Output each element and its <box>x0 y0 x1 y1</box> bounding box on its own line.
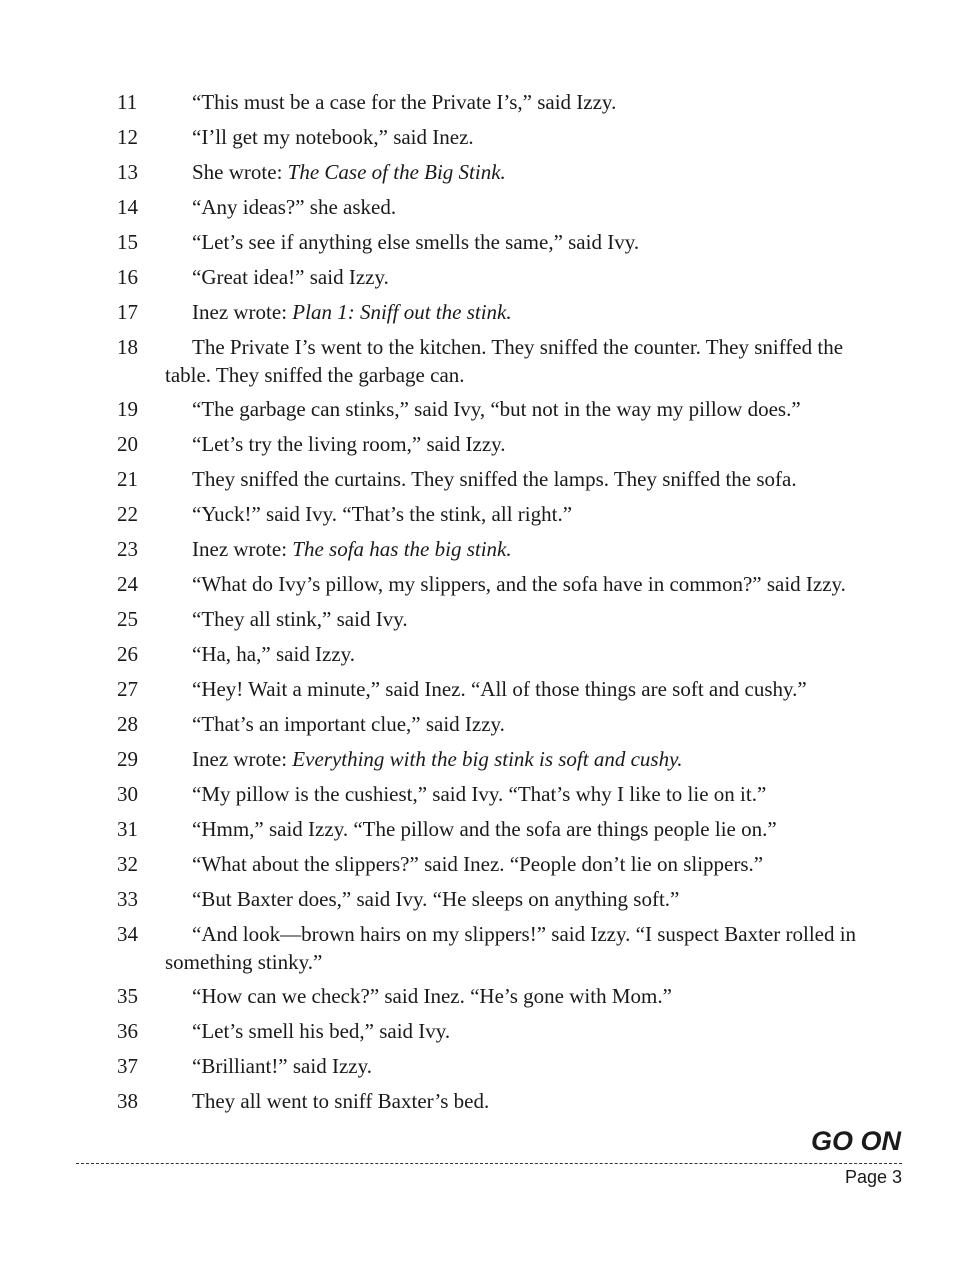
line-text <box>165 263 887 291</box>
line-text-segment: “What do Ivy’s pillow, my slippers, and the sofa have in common?” said Izzy. <box>192 572 846 596</box>
line-text <box>165 395 887 423</box>
line-text <box>165 193 887 221</box>
line-text-segment: “Yuck!” said Ivy. “That’s the stink, all right.” <box>192 502 573 526</box>
line-text <box>165 535 887 563</box>
line-text <box>165 500 887 528</box>
line-text-segment: “Ha, ha,” said Izzy. <box>192 642 356 666</box>
line-number: 20 <box>117 432 138 456</box>
line-text <box>165 605 887 633</box>
line-number: 37 <box>117 1054 138 1078</box>
line-text-segment: She wrote: <box>192 160 288 184</box>
passage-line <box>0 640 979 668</box>
line-text-segment: “Let’s try the living room,” said Izzy. <box>192 432 506 456</box>
passage-line <box>0 500 979 528</box>
line-text-segment: “They all stink,” said Ivy. <box>192 607 408 631</box>
line-text <box>165 745 887 773</box>
line-number: 17 <box>117 300 138 324</box>
line-text <box>165 88 887 116</box>
line-text <box>165 123 887 151</box>
line-text-segment: “What about the slippers?” said Inez. “People don’t lie on slippers.” <box>192 852 764 876</box>
passage-line <box>0 815 979 843</box>
line-text <box>165 1087 887 1115</box>
line-text-segment: “That’s an important clue,” said Izzy. <box>192 712 505 736</box>
line-text-segment: “I’ll get my notebook,” said Inez. <box>192 125 474 149</box>
passage-line <box>0 88 979 116</box>
line-text-segment: “And look—brown hairs on my slippers!” said Izzy. “I suspect Baxter rolled in something stinky.” <box>165 922 857 974</box>
story-passage <box>0 88 979 1122</box>
passage-line <box>0 395 979 423</box>
line-text <box>165 570 887 598</box>
italic-note-text: Plan 1: Sniff out the stink. <box>292 300 512 324</box>
passage-line <box>0 333 979 389</box>
line-number: 35 <box>117 984 138 1008</box>
passage-line <box>0 570 979 598</box>
line-number: 38 <box>117 1089 138 1113</box>
line-text-segment: “Hmm,” said Izzy. “The pillow and the sofa are things people lie on.” <box>192 817 777 841</box>
line-number: 12 <box>117 125 138 149</box>
line-number: 25 <box>117 607 138 631</box>
line-text-segment: “Let’s see if anything else smells the same,” said Ivy. <box>192 230 640 254</box>
passage-line <box>0 1087 979 1115</box>
line-text <box>165 430 887 458</box>
passage-line <box>0 885 979 913</box>
line-text <box>165 815 887 843</box>
line-number: 18 <box>117 335 138 359</box>
line-text <box>165 640 887 668</box>
line-text-segment: “Hey! Wait a minute,” said Inez. “All of those things are soft and cushy.” <box>192 677 807 701</box>
line-number: 22 <box>117 502 138 526</box>
line-number: 24 <box>117 572 138 596</box>
passage-line <box>0 605 979 633</box>
line-text <box>165 333 887 389</box>
passage-line <box>0 263 979 291</box>
line-number: 13 <box>117 160 138 184</box>
line-text-segment: Inez wrote: <box>192 537 293 561</box>
line-number: 26 <box>117 642 138 666</box>
line-text <box>165 850 887 878</box>
passage-line <box>0 780 979 808</box>
page-number: Page 3 <box>844 1167 902 1187</box>
line-text-segment: “My pillow is the cushiest,” said Ivy. “That’s why I like to lie on it.” <box>192 782 767 806</box>
italic-note-text: The Case of the Big Stink. <box>287 160 506 184</box>
dashed-divider <box>76 1163 902 1164</box>
line-number: 32 <box>117 852 138 876</box>
line-text <box>165 1017 887 1045</box>
passage-line <box>0 745 979 773</box>
italic-note-text: The sofa has the big stink. <box>292 537 512 561</box>
line-text-segment: Inez wrote: <box>192 747 293 771</box>
passage-line <box>0 982 979 1010</box>
passage-line <box>0 123 979 151</box>
line-text <box>165 158 887 186</box>
line-text <box>165 1052 887 1080</box>
line-number: 36 <box>117 1019 138 1043</box>
passage-line <box>0 850 979 878</box>
line-text <box>165 920 887 976</box>
line-number: 28 <box>117 712 138 736</box>
line-number: 33 <box>117 887 138 911</box>
line-text <box>165 710 887 738</box>
passage-line <box>0 158 979 186</box>
line-number: 19 <box>117 397 138 421</box>
passage-line <box>0 193 979 221</box>
line-text-segment: “Great idea!” said Izzy. <box>192 265 389 289</box>
line-text <box>165 780 887 808</box>
passage-line <box>0 1052 979 1080</box>
line-text <box>165 228 887 256</box>
line-text <box>165 885 887 913</box>
line-number: 27 <box>117 677 138 701</box>
line-text <box>165 675 887 703</box>
line-text-segment: They all went to sniff Baxter’s bed. <box>192 1089 490 1113</box>
line-text-segment: “But Baxter does,” said Ivy. “He sleeps on anything soft.” <box>192 887 680 911</box>
line-text <box>165 982 887 1010</box>
line-text-segment: They sniffed the curtains. They sniffed the lamps. They sniffed the sofa. <box>192 467 797 491</box>
line-text-segment: “Any ideas?” she asked. <box>192 195 397 219</box>
italic-note-text: Everything with the big stink is soft and cushy. <box>292 747 683 771</box>
line-text-segment: “Let’s smell his bed,” said Ivy. <box>192 1019 451 1043</box>
line-number: 29 <box>117 747 138 771</box>
passage-line <box>0 675 979 703</box>
line-text-segment: Inez wrote: <box>192 300 293 324</box>
line-number: 34 <box>117 922 138 946</box>
passage-line <box>0 920 979 976</box>
line-number: 31 <box>117 817 138 841</box>
line-number: 15 <box>117 230 138 254</box>
passage-line <box>0 710 979 738</box>
passage-line <box>0 430 979 458</box>
line-text <box>165 298 887 326</box>
line-text-segment: “Brilliant!” said Izzy. <box>192 1054 372 1078</box>
passage-line <box>0 465 979 493</box>
passage-line <box>0 228 979 256</box>
line-number: 16 <box>117 265 138 289</box>
line-number: 30 <box>117 782 138 806</box>
line-text-segment: “The garbage can stinks,” said Ivy, “but not in the way my pillow does.” <box>192 397 801 421</box>
go-on-label: GO ON <box>810 1126 901 1156</box>
line-text-segment: “How can we check?” said Inez. “He’s gone with Mom.” <box>192 984 672 1008</box>
line-number: 23 <box>117 537 138 561</box>
line-number: 21 <box>117 467 138 491</box>
line-number: 14 <box>117 195 138 219</box>
passage-line <box>0 535 979 563</box>
line-number: 11 <box>117 90 138 114</box>
passage-line <box>0 1017 979 1045</box>
line-text <box>165 465 887 493</box>
line-text-segment: The Private I’s went to the kitchen. They sniffed the counter. They sniffed the table. They sniffed the garbage can. <box>165 335 844 387</box>
passage-line <box>0 298 979 326</box>
line-text-segment: “This must be a case for the Private I’s,” said Izzy. <box>192 90 617 114</box>
